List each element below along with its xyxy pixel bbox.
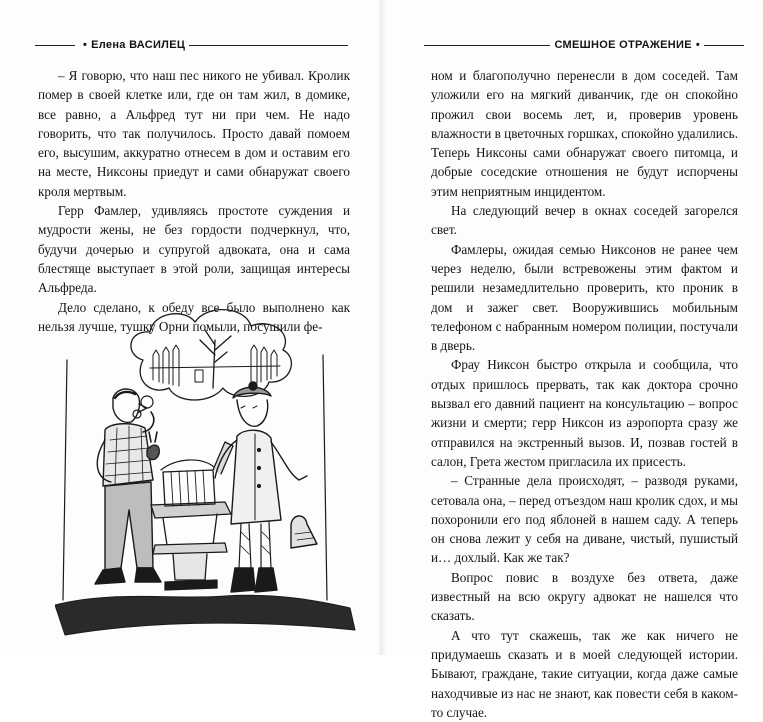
sketch-couple-with-rabbit-cage-icon <box>55 300 360 645</box>
title-header <box>550 39 704 51</box>
header-rule-right <box>704 45 744 46</box>
paragraph: Вопрос повис в воздухе без ответа, даже известный на всю округу адвокат не нашелся что сказать. <box>431 569 738 624</box>
paragraph: Дело сделано, к обеду все было выполнено как нельзя лучше, тушку Орни помыли, посушили фе- <box>38 299 350 334</box>
author-name: Елена ВАСИЛЕЦ <box>91 39 186 51</box>
paragraph: Герр Фамлер, удивляясь простоте суждения и мудрости жены, не без гордости подчеркнул, что, будучи дочерью и супругой адвоката, она и сама блестяще выступает в этой роли, защищая интересы Альфреда. <box>38 203 350 296</box>
left-running-head <box>35 38 348 52</box>
header-rule-left <box>424 45 550 46</box>
floor-shadow <box>55 595 355 635</box>
right-page <box>386 0 763 720</box>
book-title: СМЕШНОЕ ОТРАЖЕНИЕ <box>554 39 692 51</box>
paragraph: На следующий вечер в окнах соседей загорелся свет. <box>431 203 738 238</box>
wall-line-left <box>63 360 67 600</box>
wall-line-right <box>323 355 327 600</box>
continued-paragraph: ном и благополучно перенесли в дом соседей. Там уложили его на мягкий диванчик, где он спокойно прожил свои восемь лет, и, проверив уровень влажности в цветочных горшках, спокойно удалились. Теперь Никсоны сами обнаружат своего питомца, и добрые соседские отношения не будут испорчены этим неприятным инцидентом. <box>431 68 738 199</box>
paragraph: – Я говорю, что наш пес никого не убивал. Кролик помер в своей клетке или, где он там жил, в домике, все равно, а Альфред тут ни при чем. Не надо говорить, что так получилось. Просто давай помоем его, высушим, аккуратно отнесем в дом и оставим его на месте, Никсоны приедут и сами обнаружат своего кроля мертвым. <box>38 68 350 199</box>
header-rule-left <box>35 45 75 46</box>
right-running-head <box>424 38 744 52</box>
paragraph: Фрау Никсон быстро открыла и сообщила, что отдых пришлось прервать, так как доктора срочно вызвал его давний пациент на консультацию – вопрос жизни и смерти; герр Никсон из аэропорта сразу же отправился на экстренный вызов. И, позвав гостей в салон, Грета жестом пригласила их присесть. <box>431 357 738 469</box>
left-page <box>0 0 378 655</box>
left-page-text <box>38 66 350 336</box>
paragraph: – Странные дела происходят, – разводя руками, сетовала она, – перед отъездом наш кролик сдох, и мы похоронили его под яблоней в нашем саду. А теперь он снова лежит у себя на диване, чистый, пушистый и… дохлый. Как же так? <box>431 473 738 566</box>
header-rule-right <box>189 45 348 46</box>
header-bullet: • <box>695 39 700 51</box>
book-gutter <box>378 0 386 655</box>
table-with-cage <box>147 432 233 590</box>
header-bullet: • <box>83 39 88 51</box>
man-figure <box>95 389 161 584</box>
woman-figure <box>215 382 317 592</box>
paragraph: А что тут скажешь, так же как ничего не придумаешь сказать и в моей следующей истории. Бывают, граждане, такие ситуации, когда даже самые находчивые из нас не знают, как повести себя в каком-то случае. <box>431 627 738 720</box>
right-page-text <box>431 66 738 722</box>
paragraph: Фамлеры, ожидая семью Никсонов не ранее чем через неделю, были встревожены этим фактом и решили незамедлительно проверить, кто проник в дом и зажег свет. Вооружившись мобильным телефоном с набранным номером полиции, постучали в дверь. <box>431 241 738 354</box>
author-header <box>75 39 189 51</box>
